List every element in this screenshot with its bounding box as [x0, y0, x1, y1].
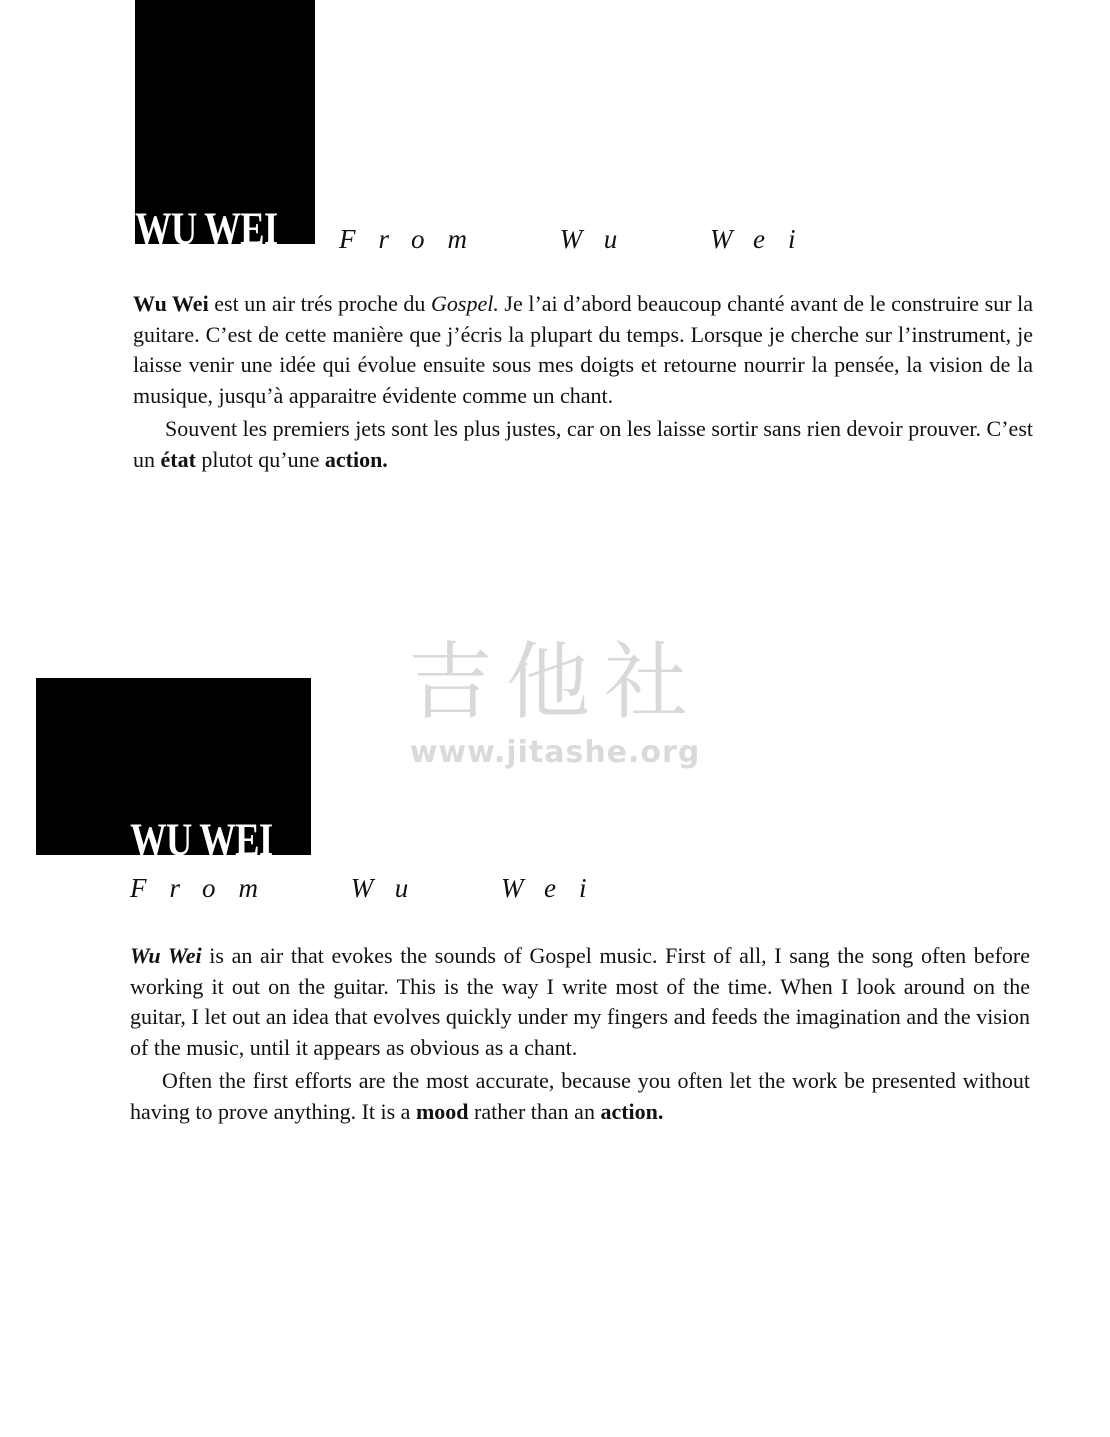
french-p2-text-b: plutot qu’une	[195, 446, 325, 472]
french-title: WU WEI	[135, 203, 278, 244]
french-p1-gospel: Gospel.	[431, 291, 499, 316]
english-paragraph-2	[130, 1066, 1030, 1127]
english-title-block	[36, 678, 311, 855]
english-p2-text-a: Often the first efforts are the most accurate, because you often let the work be presented without having to prove anything. It is a	[130, 1068, 1030, 1124]
english-p2-action: action.	[600, 1098, 664, 1124]
french-p2-etat: état	[160, 446, 196, 472]
french-title-block	[135, 0, 315, 244]
french-p1-text-b: Je l’ai d’abord beaucoup chanté avant de le construire sur la guitare. C’est de cette manière que j’écris la plupart du temps. Lorsque je cherche sur l’instrument, je laisse venir une idée qui évolue ensuite sous mes doigts et retourne nourrir la pensée, la vision de la musique, jusqu’à apparaitre évidente comme un chant.	[133, 291, 1033, 408]
english-p1-song-name: Wu Wei	[130, 943, 202, 968]
french-body	[133, 289, 1033, 475]
french-p1-song-name: Wu Wei	[133, 291, 209, 316]
watermark-url: www.jitashe.org	[409, 735, 701, 770]
english-p2-mood: mood	[415, 1098, 469, 1124]
english-p2-text-b: rather than an	[468, 1098, 601, 1124]
english-body	[130, 941, 1030, 1127]
french-p2-text-a: Souvent les premiers jets sont les plus justes, car on les laisse sortir sans rien devoir prouver. C’est un	[133, 416, 1033, 472]
watermark-chinese: 吉他社	[407, 633, 702, 731]
english-subtitle: From Wu Wei	[130, 873, 610, 903]
english-p1-text: is an air that evokes the sounds of Gospel music. First of all, I sang the song often before working it out on the guitar. This is the way I write most of the time. When I look around on the guitar, I let out an idea that evolves quickly under my fingers and feeds the imagination and the vision of the music, until it appears as obvious as a chant.	[130, 943, 1030, 1060]
french-p2-action: action.	[324, 446, 388, 472]
english-title: WU WEI	[130, 814, 273, 855]
french-paragraph-1	[133, 289, 1033, 411]
french-paragraph-2	[133, 414, 1033, 475]
english-paragraph-1	[130, 941, 1030, 1063]
french-subtitle: From Wu Wei	[339, 224, 819, 254]
watermark	[400, 633, 710, 770]
french-p1-text-a: est un air trés proche du	[208, 291, 432, 316]
